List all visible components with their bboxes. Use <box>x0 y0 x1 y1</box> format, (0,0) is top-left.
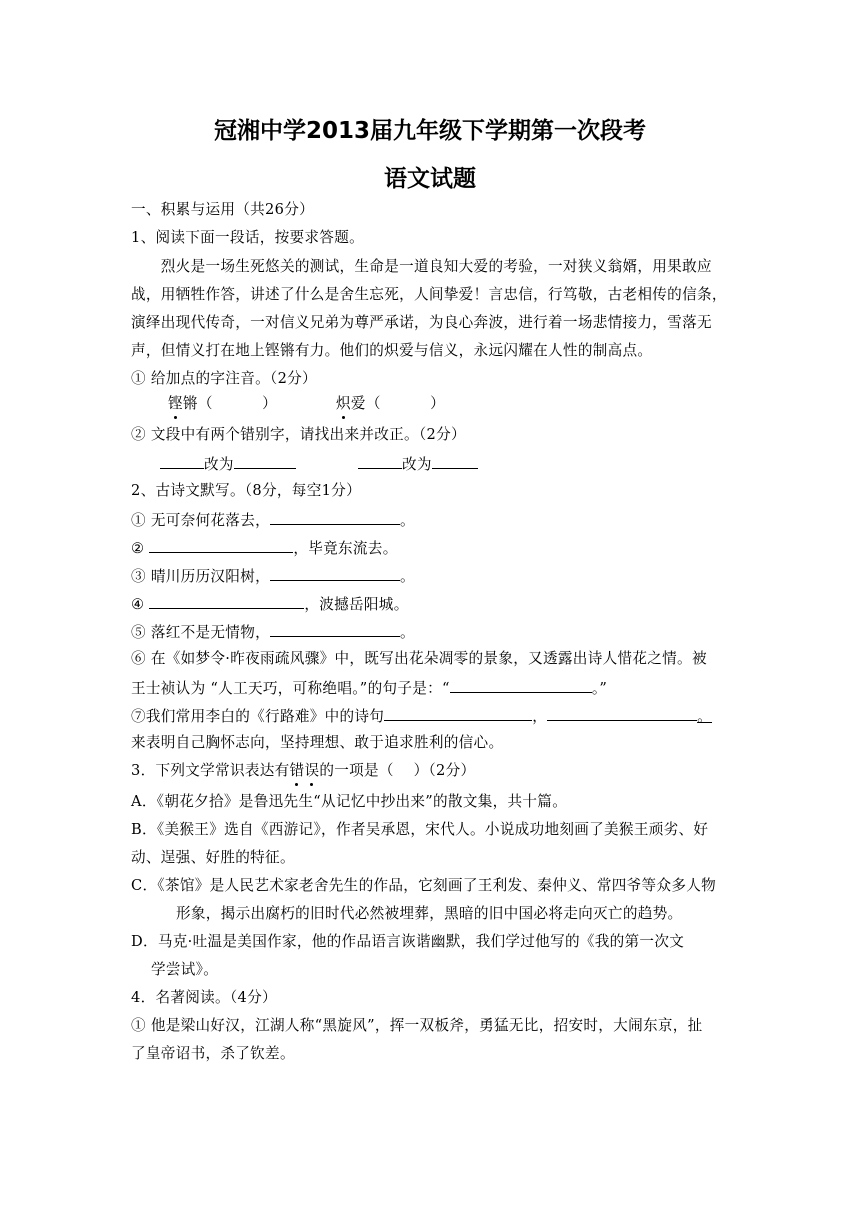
passage-line-1: 烈火是一场生死悠关的测试，生命是一道良知大爱的考验，一对狭义翁婿，用果敢应 <box>131 258 712 275</box>
poem-line-7 <box>131 705 712 727</box>
sub-question-1-1: ① 给加点的字注音。（2分） <box>131 370 317 387</box>
poem-line-4 <box>131 593 409 615</box>
dotted-char: 误 <box>304 762 320 779</box>
passage-line-2: 战，用牺牲作答，讲述了什么是舍生忘死，人间挚爱！言忠信，行笃敬，古老相传的信条， <box>131 286 727 303</box>
dotted-char: 错 <box>289 762 305 779</box>
answer-blank[interactable] <box>270 621 400 637</box>
answer-blank[interactable] <box>358 453 402 469</box>
poem-line-7-cont: 来表明自己胸怀志向，坚持理想、敢于追求胜利的信心。 <box>131 734 504 751</box>
answer-blank[interactable] <box>384 705 532 721</box>
poem-line-6-cont <box>131 677 607 699</box>
option-d-line-2: 学尝试》。 <box>151 961 219 978</box>
dotted-char: 炽 <box>336 395 351 412</box>
dotted-char: 铿 <box>168 395 183 412</box>
option-d-line-1: D．马克·吐温是美国作家，他的作品语言诙谐幽默，我们学过他写的《我的第一次文 <box>131 933 685 950</box>
answer-blank[interactable] <box>149 537 293 553</box>
answer-blank[interactable] <box>450 677 592 693</box>
text: 。” <box>591 680 608 697</box>
text: 。 <box>697 708 713 725</box>
char: 锵 <box>182 395 198 412</box>
text: ，波撼岳阳城。 <box>304 596 409 613</box>
text: ③ 晴川历历汉阳树， <box>131 568 270 585</box>
answer-paren[interactable]: （ ） <box>365 395 445 412</box>
answer-blank[interactable] <box>160 453 204 469</box>
option-c-line-2: 形象，揭示出腐朽的旧时代必然被埋葬，黑暗的旧中国必将走向灭亡的趋势。 <box>176 905 683 922</box>
poem-line-1 <box>131 509 415 531</box>
correction-row-2 <box>358 453 478 475</box>
text: 。 <box>399 512 415 529</box>
text: 3．下列文学常识表达有 <box>131 762 290 779</box>
text: ⑤ 落红不是无情物， <box>131 624 270 641</box>
option-a: A．《朝花夕拾》是鲁迅先生“从记忆中抄出来”的散文集，共十篇。 <box>131 793 568 810</box>
char: 爱 <box>350 395 366 412</box>
answer-blank[interactable] <box>270 509 400 525</box>
answer-blank[interactable] <box>270 565 400 581</box>
poem-line-2 <box>131 537 398 559</box>
section-heading: 一、积累与运用（共26分） <box>131 201 315 218</box>
text: 的一项是（ ）（2分） <box>319 762 476 779</box>
pinyin-item-1 <box>168 394 277 414</box>
page-subtitle: 语文试题 <box>384 166 476 192</box>
answer-blank[interactable] <box>149 593 304 609</box>
answer-blank[interactable] <box>234 453 296 469</box>
page-title: 冠湘中学2013届九年级下学期第一次段考 <box>213 118 646 144</box>
text: 。 <box>399 568 415 585</box>
poem-line-3 <box>131 565 415 587</box>
poem-line-5 <box>131 621 415 643</box>
change-to-label: 改为 <box>402 456 432 473</box>
correction-row-1 <box>160 453 296 475</box>
text: ，毕竟东流去。 <box>293 540 398 557</box>
option-c-line-1: C．《茶馆》是人民艺术家老舍先生的作品，它刻画了王利发、秦仲义、常四爷等众多人物 <box>131 877 717 894</box>
change-to-label: 改为 <box>204 456 234 473</box>
option-b-line-1: B．《美猴王》选自《西游记》，作者吴承恩，宋代人。小说成功地刻画了美猴王顽劣、好 <box>131 821 709 838</box>
answer-paren[interactable]: （ ） <box>197 395 277 412</box>
passage-line-4: 声，但情义打在地上铿锵有力。他们的炽爱与信义，永远闪耀在人性的制高点。 <box>131 342 653 359</box>
sub-question-1-2: ② 文段中有两个错别字，请找出来并改正。（2分） <box>131 426 466 443</box>
question-4-heading: 4．名著阅读。（4分） <box>131 989 277 1006</box>
text: ② <box>131 540 150 557</box>
question-3-heading <box>131 761 475 781</box>
passage-line-3: 演绎出现代传奇，一对信义兄弟为尊严承诺，为良心奔波，进行着一场悲情接力，雪落无 <box>131 314 712 331</box>
option-b-line-2: 动、逞强、好胜的特征。 <box>131 849 295 866</box>
pinyin-item-2 <box>336 394 445 414</box>
text: 王士祯认为 “人工天巧，可称绝唱。”的句子是：“ <box>131 680 450 697</box>
text: 。 <box>399 624 415 641</box>
text: ， <box>532 708 548 725</box>
question-4-line-2: 了皇帝诏书，杀了钦差。 <box>131 1045 295 1062</box>
answer-blank[interactable] <box>547 705 697 721</box>
question-2-heading: 2、古诗文默写。（8分，每空1分） <box>131 482 361 499</box>
text: ① 无可奈何花落去， <box>131 512 270 529</box>
question-1-heading: 1、阅读下面一段话，按要求答题。 <box>131 229 364 246</box>
text: ⑦我们常用李白的《行路难》中的诗句 <box>131 708 385 725</box>
text: ④ <box>131 596 150 613</box>
poem-line-6: ⑥ 在《如梦令·昨夜雨疏风骤》中，既写出花朵凋零的景象，又透露出诗人惜花之情。被 <box>131 650 707 667</box>
question-4-line-1: ① 他是梁山好汉，江湖人称“黑旋风”，挥一双板斧，勇猛无比，招安时，大闹东京，扯 <box>131 1017 703 1034</box>
answer-blank[interactable] <box>432 453 478 469</box>
